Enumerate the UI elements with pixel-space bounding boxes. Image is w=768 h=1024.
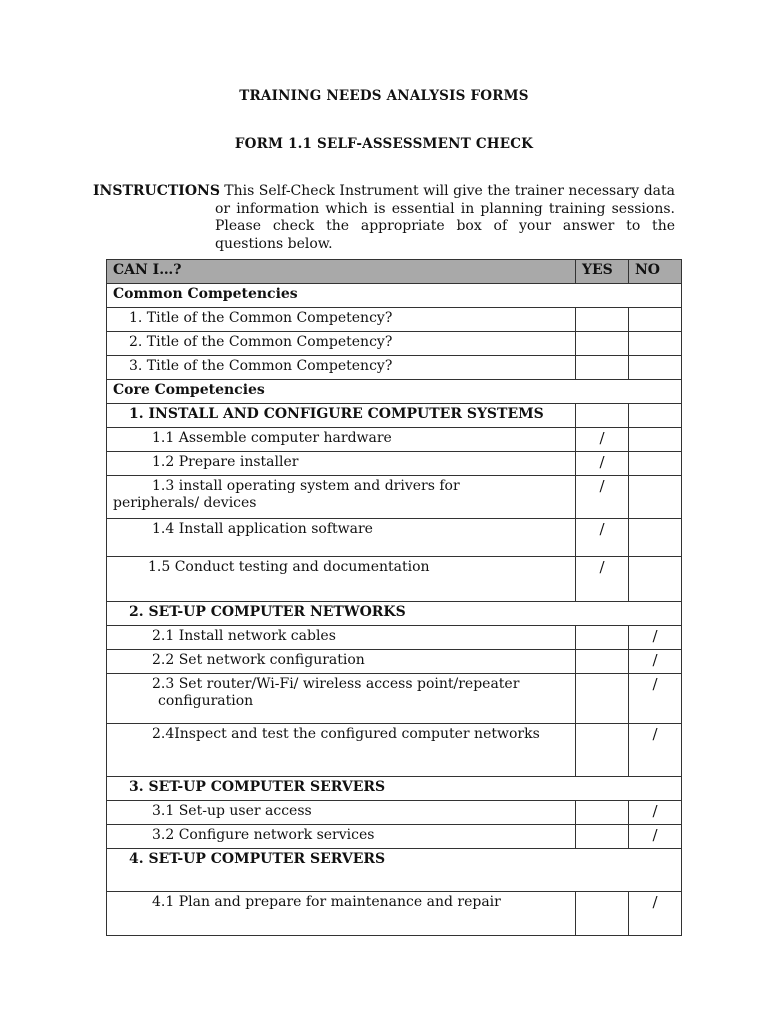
no-checkbox-cell[interactable]	[629, 404, 682, 428]
no-checkbox-cell[interactable]	[629, 332, 682, 356]
no-mark[interactable]	[629, 428, 682, 452]
table-row	[107, 674, 682, 724]
table-row	[107, 650, 682, 674]
common-item: 3. Title of the Common Competency?	[107, 356, 576, 380]
no-checkbox-cell[interactable]	[629, 308, 682, 332]
competency-item	[107, 674, 576, 724]
section-heading-row	[107, 380, 682, 404]
section-title: 1. INSTALL AND CONFIGURE COMPUTER SYSTEMS	[107, 404, 576, 428]
table-row	[107, 428, 682, 452]
table-row	[107, 626, 682, 650]
no-mark[interactable]: /	[629, 825, 682, 849]
section-title-row	[107, 849, 682, 892]
instructions	[93, 183, 675, 253]
yes-mark[interactable]: /	[576, 557, 629, 602]
yes-mark[interactable]: /	[576, 519, 629, 557]
yes-mark[interactable]: /	[576, 428, 629, 452]
no-mark[interactable]: /	[629, 724, 682, 777]
self-assessment-table	[106, 259, 682, 936]
no-checkbox-cell[interactable]	[629, 356, 682, 380]
competency-item: 1.4 Install application software	[107, 519, 576, 557]
no-mark[interactable]: /	[629, 650, 682, 674]
competency-item: 3.2 Configure network services	[107, 825, 576, 849]
yes-mark[interactable]	[576, 801, 629, 825]
competency-item-line1: 2.3 Set router/Wi-Fi/ wireless access point/repeater	[152, 676, 520, 692]
table-row	[107, 476, 682, 519]
yes-mark[interactable]: /	[576, 476, 629, 519]
table-row	[107, 356, 682, 380]
competency-item: 3.1 Set-up user access	[107, 801, 576, 825]
section-heading-row	[107, 284, 682, 308]
common-competencies-heading: Common Competencies	[107, 284, 682, 308]
page-title: TRAINING NEEDS ANALYSIS FORMS	[239, 88, 529, 104]
table-row	[107, 825, 682, 849]
competency-item-line2: configuration	[158, 693, 254, 709]
competency-item-line2: peripherals/ devices	[113, 495, 257, 511]
common-item: 1. Title of the Common Competency?	[107, 308, 576, 332]
competency-item-line1: 1.3 install operating system and drivers for	[152, 478, 460, 494]
yes-mark[interactable]	[576, 724, 629, 777]
no-mark[interactable]	[629, 519, 682, 557]
yes-mark[interactable]	[576, 626, 629, 650]
competency-item: 2.2 Set network configuration	[107, 650, 576, 674]
yes-mark[interactable]: /	[576, 452, 629, 476]
section-title: 2. SET-UP COMPUTER NETWORKS	[107, 602, 682, 626]
section-title-row	[107, 404, 682, 428]
table-row	[107, 557, 682, 602]
table-row	[107, 332, 682, 356]
yes-mark[interactable]	[576, 674, 629, 724]
table-header-row	[107, 260, 682, 284]
no-mark[interactable]: /	[629, 801, 682, 825]
header-yes: YES	[576, 260, 629, 284]
header-no: NO	[629, 260, 682, 284]
common-item: 2. Title of the Common Competency?	[107, 332, 576, 356]
no-mark[interactable]: /	[629, 626, 682, 650]
section-title: 3. SET-UP COMPUTER SERVERS	[107, 777, 682, 801]
section-title: 4. SET-UP COMPUTER SERVERS	[107, 849, 682, 892]
section-title-row	[107, 602, 682, 626]
competency-item: 1.5 Conduct testing and documentation	[107, 557, 576, 602]
yes-checkbox-cell[interactable]	[576, 308, 629, 332]
instructions-label: INSTRUCTIONS	[93, 183, 220, 199]
competency-item: 1.2 Prepare installer	[107, 452, 576, 476]
table-row	[107, 452, 682, 476]
no-mark[interactable]: /	[629, 892, 682, 936]
form-subtitle: FORM 1.1 SELF-ASSESSMENT CHECK	[234, 136, 534, 152]
instructions-text: : This Self-Check Instrument will give the trainer necessary data or information which is essential in planning training sessions. Please check the appropriate box of your answer to the questions below.	[215, 183, 675, 252]
section-title-row	[107, 777, 682, 801]
core-competencies-heading: Core Competencies	[107, 380, 682, 404]
no-mark[interactable]	[629, 476, 682, 519]
table-row	[107, 892, 682, 936]
table-row	[107, 519, 682, 557]
yes-checkbox-cell[interactable]	[576, 332, 629, 356]
competency-item: 1.1 Assemble computer hardware	[107, 428, 576, 452]
yes-mark[interactable]	[576, 650, 629, 674]
yes-mark[interactable]	[576, 825, 629, 849]
competency-item: 2.4Inspect and test the configured computer networks	[107, 724, 576, 777]
no-mark[interactable]	[629, 557, 682, 602]
table-row	[107, 308, 682, 332]
competency-item: 2.1 Install network cables	[107, 626, 576, 650]
yes-checkbox-cell[interactable]	[576, 404, 629, 428]
yes-checkbox-cell[interactable]	[576, 356, 629, 380]
header-question: CAN I…?	[107, 260, 576, 284]
yes-mark[interactable]	[576, 892, 629, 936]
competency-item	[107, 476, 576, 519]
table-row	[107, 724, 682, 777]
no-mark[interactable]	[629, 452, 682, 476]
competency-item: 4.1 Plan and prepare for maintenance and repair	[107, 892, 576, 936]
no-mark[interactable]: /	[629, 674, 682, 724]
table-row	[107, 801, 682, 825]
